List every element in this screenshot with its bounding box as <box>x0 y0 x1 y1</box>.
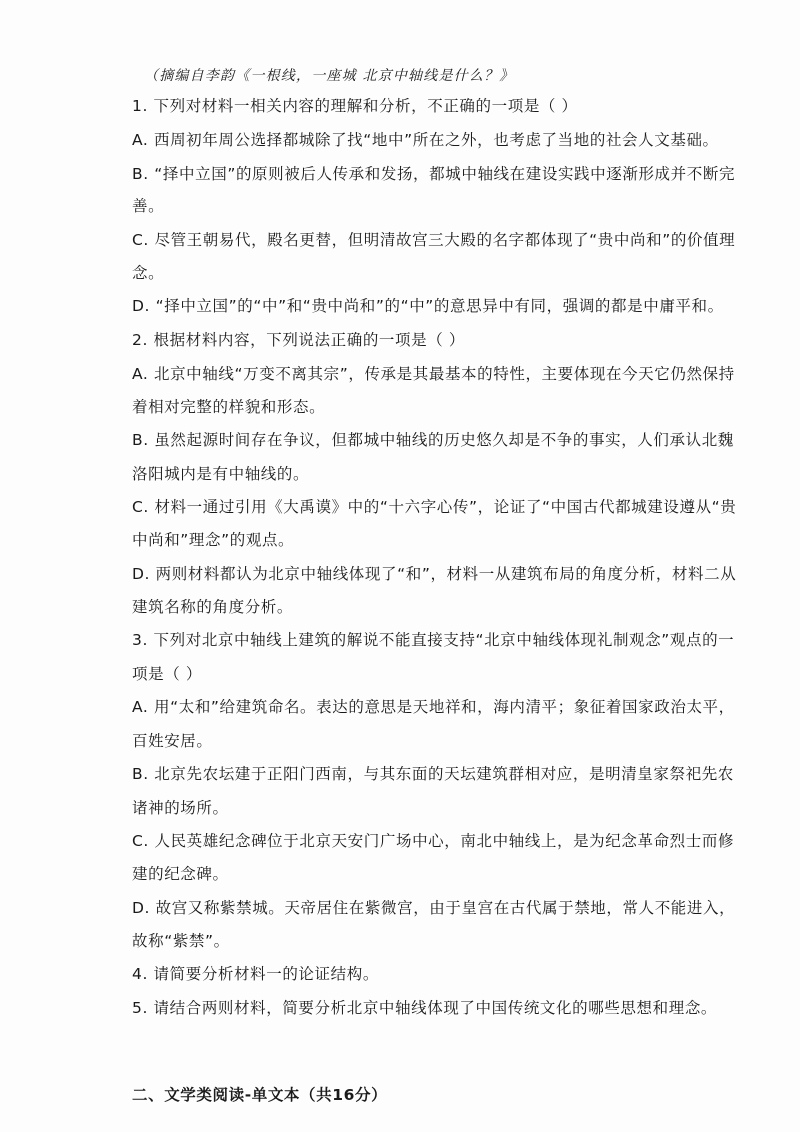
question-1-option-b-cont: 善。 <box>132 197 165 215</box>
question-1-option-a: A. 西周初年周公选择都城除了找“地中”所在之外，也考虑了当地的社会人文基础。 <box>132 131 719 149</box>
question-3-stem: 3. 下列对北京中轴线上建筑的解说不能直接支持“北京中轴线体现礼制观念”观点的一 <box>132 631 735 649</box>
question-3-option-a-cont: 百姓安居。 <box>132 732 213 750</box>
question-4-stem: 4. 请简要分析材料一的论证结构。 <box>132 965 379 983</box>
question-2-option-a-cont: 着相对完整的样貌和形态。 <box>132 398 326 416</box>
question-2-option-a: A. 北京中轴线“万变不离其宗”，传承是其最基本的特性，主要体现在今天它仍然保持 <box>132 365 735 383</box>
question-1-option-c: C. 尽管王朝易代，殿名更替，但明清故宫三大殿的名字都体现了“贵中尚和”的价值理 <box>132 231 736 249</box>
question-2-option-c: C. 材料一通过引用《大禹谟》中的“十六字心传”，论证了“中国古代都城建设遵从“贵 <box>132 498 737 516</box>
question-2-option-c-cont: 中尚和”理念”的观点。 <box>132 531 295 549</box>
question-3-option-c-cont: 建的纪念碑。 <box>132 865 229 883</box>
question-2-option-d-cont: 建筑名称的角度分析。 <box>132 598 294 616</box>
question-2-option-d: D. 两则材料都认为北京中轴线体现了“和”，材料一从建筑布局的角度分析，材料二从 <box>132 565 737 583</box>
question-1-stem: 1. 下列对材料一相关内容的理解和分析，不正确的一项是（ ） <box>132 97 578 115</box>
question-2-option-b: B. 虽然起源时间存在争议，但都城中轴线的历史悠久却是不争的事实，人们承认北魏 <box>132 431 734 449</box>
section-heading: 二、文学类阅读-单文本（共16分） <box>132 1086 388 1104</box>
question-3-option-c: C. 人民英雄纪念碑位于北京天安门广场中心，南北中轴线上，是为纪念革命烈士而修 <box>132 832 735 850</box>
question-2-option-b-cont: 洛阳城内是有中轴线的。 <box>132 465 310 483</box>
question-1-option-c-cont: 念。 <box>132 264 165 282</box>
question-1-option-d: D. “择中立国”的“中”和“贵中尚和”的“中”的意思异中有同，强调的都是中庸平和。 <box>132 297 724 315</box>
question-3-option-d-cont: 故称“紫禁”。 <box>132 932 230 950</box>
question-3-stem-cont: 项是（ ） <box>132 665 202 683</box>
question-3-option-b-cont: 诸神的场所。 <box>132 799 229 817</box>
source-note: （摘编自李韵《一根线，一座城 北京中轴线是什么？》 <box>144 68 515 84</box>
question-2-stem: 2. 根据材料内容，下列说法正确的一项是（ ） <box>132 331 465 349</box>
question-3-option-d: D. 故宫又称紫禁城。天帝居住在紫微宫，由于皇宫在古代属于禁地，常人不能进入， <box>132 899 736 917</box>
question-1-option-b: B. “择中立国”的原则被后人传承和发扬，都城中轴线在建设实践中逐渐形成并不断完 <box>132 165 736 183</box>
question-3-option-b: B. 北京先农坛建于正阳门西南，与其东面的天坛建筑群相对应，是明清皇家祭祀先农 <box>132 765 734 783</box>
question-5-stem: 5. 请结合两则材料，简要分析北京中轴线体现了中国传统文化的哪些思想和理念。 <box>132 999 718 1017</box>
question-3-option-a: A. 用“太和”给建筑命名。表达的意思是天地祥和，海内清平；象征着国家政治太平， <box>132 698 735 716</box>
